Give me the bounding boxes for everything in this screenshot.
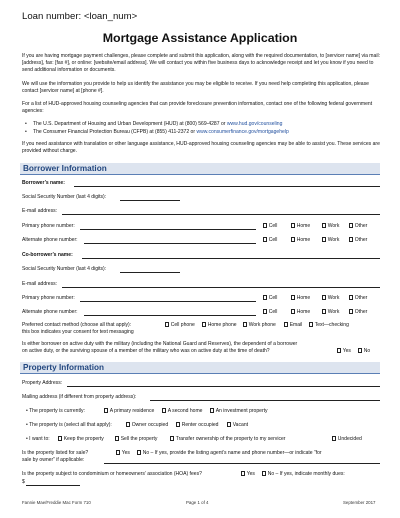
primary-phone-row <box>22 223 380 231</box>
checkbox-icon <box>291 237 295 241</box>
property-status-label: • The property is currently: <box>26 408 85 414</box>
checkbox-icon <box>262 471 266 475</box>
checkbox-icon <box>263 237 267 241</box>
phone-type-label: Home <box>296 237 311 243</box>
coborrower-name-field[interactable] <box>82 258 380 259</box>
checkbox-icon <box>349 295 353 299</box>
checkbox-icon <box>170 436 174 440</box>
coborrower-name-row <box>22 252 380 260</box>
intent-option: Sell the property <box>120 436 158 442</box>
checkbox-icon <box>337 348 341 352</box>
military-question-line2 <box>22 348 380 356</box>
email-label: E-mail address: <box>22 208 58 214</box>
yes-label: Yes <box>121 450 130 456</box>
checkbox-icon <box>263 223 267 227</box>
checkbox-icon <box>137 450 141 454</box>
primary-work-checkbox[interactable] <box>322 223 339 230</box>
co-primary-phone-row <box>22 295 380 303</box>
phone-type-label: Other <box>354 309 368 315</box>
intro-paragraph-4: If you need assistance with translation or other language assistance, HUD-approved housing counseling agencies may be able to assist you. These services are provided without charge. <box>22 141 380 154</box>
bullet-hud-text: The U.S. Department of Housing and Urban Development (HUD) at (800) 569-4287 or <box>33 121 227 127</box>
alternate-other-checkbox[interactable] <box>349 237 367 244</box>
co-email-label: E-mail address: <box>22 281 58 287</box>
listing-agent-row <box>22 457 380 465</box>
occupancy-option: Vacant <box>232 422 249 428</box>
checkbox-icon <box>126 422 130 426</box>
investment-property-checkbox[interactable] <box>210 408 268 415</box>
hoa-no-label: No – If yes, indicate monthly dues: <box>267 471 345 477</box>
phone-type-label: Work <box>327 237 340 243</box>
email-row <box>22 208 380 216</box>
hoa-row <box>22 471 380 479</box>
ssn-field[interactable] <box>120 200 180 201</box>
checkbox-icon <box>349 237 353 241</box>
borrower-section-header <box>20 163 380 175</box>
contact-work-checkbox[interactable] <box>243 322 276 329</box>
co-alternate-phone-field[interactable] <box>84 315 256 316</box>
hud-link[interactable]: www.hud.gov/counseling <box>226 121 283 127</box>
property-status-row <box>26 408 384 416</box>
intro-paragraph-2: We will use the information you provide to help us identify the assistance you may be eligible to receive. If you need help completing this application, please contact [servicer name] at [phone #]. <box>22 81 369 94</box>
phone-type-label: Cell <box>268 223 278 229</box>
hoa-yes-checkbox[interactable] <box>241 471 255 478</box>
borrower-name-field[interactable] <box>74 186 380 187</box>
co-primary-phone-label: Primary phone number: <box>22 295 75 301</box>
military-no-checkbox[interactable] <box>358 348 370 355</box>
property-section-title: Property Information <box>23 363 104 372</box>
checkbox-icon <box>332 436 336 440</box>
checkbox-icon <box>162 408 166 412</box>
second-home-checkbox[interactable] <box>162 408 202 415</box>
checkbox-icon <box>291 309 295 313</box>
listed-question: Is the property listed for sale? <box>22 450 89 456</box>
checkbox-icon <box>116 450 120 454</box>
occupancy-label: • The property is (select all that apply): <box>26 422 112 428</box>
co-ssn-label: Social Security Number (last 4 digits): <box>22 266 107 272</box>
co-email-row <box>22 281 380 289</box>
phone-type-label: Work <box>327 223 340 229</box>
co-alternate-work-checkbox[interactable] <box>322 309 339 316</box>
phone-type-label: Cell <box>268 295 278 301</box>
mailing-address-label: Mailing address (if different from property address): <box>22 394 137 400</box>
primary-other-checkbox[interactable] <box>349 223 367 230</box>
borrower-name-row <box>22 180 380 188</box>
checkbox-icon <box>263 309 267 313</box>
contact-method-option: Text—checking <box>314 322 349 328</box>
checkbox-icon <box>291 223 295 227</box>
military-question-text-1: Is either borrower on active duty with the military (including the National Guard and Reserves), the dependent of a borrower <box>22 341 298 347</box>
property-status-option: A primary residence <box>109 408 155 414</box>
ssn-row <box>22 194 380 202</box>
property-address-label: Property Address: <box>22 380 63 386</box>
primary-cell-checkbox[interactable] <box>263 223 277 230</box>
co-alternate-cell-checkbox[interactable] <box>263 309 277 316</box>
bullet-cfpb-text: The Consumer Financial Protection Bureau (CFPB) at (855) 411-2372 or <box>33 129 197 135</box>
phone-type-label: Other <box>354 223 368 229</box>
intent-option: Keep the property <box>63 436 104 442</box>
hoa-question: Is the property subject to condominium or homeowners’ association (HOA) fees? <box>22 471 202 477</box>
co-email-field[interactable] <box>62 287 380 288</box>
listed-yes-checkbox[interactable] <box>116 450 130 457</box>
property-address-row <box>22 380 380 388</box>
listed-no-checkbox[interactable] <box>137 450 322 457</box>
alternate-home-checkbox[interactable] <box>291 237 310 244</box>
military-question-text-2: on active duty, or the surviving spouse of a member of the military who was on active duty at the time of death? <box>22 348 270 354</box>
property-status-text: The property is currently: <box>29 408 85 414</box>
text-consent-note: this box indicates your consent for text messaging <box>22 329 134 335</box>
property-section-header <box>20 362 380 374</box>
alternate-phone-label: Alternate phone number: <box>22 237 78 243</box>
checkbox-icon <box>322 223 326 227</box>
listing-agent-field[interactable] <box>104 463 380 464</box>
mailing-address-field[interactable] <box>150 400 380 401</box>
phone-type-label: Home <box>296 295 311 301</box>
phone-type-label: Work <box>327 295 340 301</box>
checkbox-icon <box>227 422 231 426</box>
sell-property-checkbox[interactable] <box>115 436 157 443</box>
checkbox-icon <box>291 295 295 299</box>
transfer-ownership-checkbox[interactable] <box>170 436 285 443</box>
contact-method-label: Preferred contact method (choose all that apply): <box>22 322 132 328</box>
checkbox-icon <box>210 408 214 412</box>
phone-type-label: Other <box>354 295 368 301</box>
bullet-hud <box>33 121 282 128</box>
loan-number: Loan number: <loan_num> <box>22 11 138 22</box>
phone-type-label: Other <box>354 237 368 243</box>
checkbox-icon <box>58 436 62 440</box>
footer-page-number: Page 1 of 4 <box>186 500 209 505</box>
keep-property-checkbox[interactable] <box>58 436 104 443</box>
contact-cell-checkbox[interactable] <box>165 322 195 329</box>
occupancy-row <box>26 422 384 430</box>
primary-residence-checkbox[interactable] <box>104 408 154 415</box>
intent-row <box>26 436 384 444</box>
alternate-phone-row <box>22 237 380 245</box>
bullet-cfpb <box>33 129 289 136</box>
footer-date: September 2017 <box>343 500 376 505</box>
checkbox-icon <box>104 408 108 412</box>
phone-type-label: Home <box>296 309 311 315</box>
coborrower-name-label: Co-borrower’s name: <box>22 252 73 258</box>
property-address-field[interactable] <box>67 386 380 387</box>
intro-paragraph-3: For a list of HUD-approved housing counseling agencies that can provide foreclosure prevention information, contact one of the following federal government agencies: <box>22 101 373 114</box>
listed-no-label: No – If yes, provide the listing agent’s name and phone number—or indicate “for <box>142 450 322 456</box>
co-primary-home-checkbox[interactable] <box>291 295 310 302</box>
undecided-checkbox[interactable] <box>332 436 362 443</box>
intent-option: Undecided <box>337 436 362 442</box>
cfpb-link[interactable]: www.consumerfinance.gov/mortgagehelp <box>196 129 289 135</box>
intro-paragraph-1: If you are having mortgage payment challenges, please complete and submit this application, along with the required documentation, to [servicer name] via mail: [address], fax: [fax #], or online: [website/email address]. We will contact you within five business days to acknowledge receipt and let you know if you need to send additional information or documents. <box>22 53 380 73</box>
alternate-cell-checkbox[interactable] <box>263 237 277 244</box>
alternate-phone-field[interactable] <box>84 243 256 244</box>
primary-phone-label: Primary phone number: <box>22 223 75 229</box>
phone-type-label: Cell <box>268 309 278 315</box>
intent-text: I want to: <box>29 436 50 442</box>
yes-label: Yes <box>246 471 255 477</box>
hoa-dues-field[interactable] <box>26 485 80 486</box>
phone-type-label: Work <box>327 309 340 315</box>
borrower-name-label: Borrower’s name: <box>22 180 65 186</box>
co-primary-work-checkbox[interactable] <box>322 295 339 302</box>
co-ssn-field[interactable] <box>120 272 180 273</box>
hoa-dues-row <box>22 479 380 487</box>
checkbox-icon <box>322 295 326 299</box>
checkbox-icon <box>358 348 362 352</box>
checkbox-icon <box>349 309 353 313</box>
page-title: Mortgage Assistance Application <box>102 31 298 45</box>
owner-occupied-checkbox[interactable] <box>126 422 168 429</box>
checkbox-icon <box>349 223 353 227</box>
co-alternate-other-checkbox[interactable] <box>349 309 367 316</box>
footer-form-id: Fannie Mae/Freddie Mac Form 710 <box>22 500 91 505</box>
renter-occupied-checkbox[interactable] <box>176 422 218 429</box>
hoa-no-checkbox[interactable] <box>262 471 345 478</box>
vacant-checkbox[interactable] <box>227 422 248 429</box>
checkbox-icon <box>322 309 326 313</box>
checkbox-icon <box>309 322 313 326</box>
checkbox-icon <box>115 436 119 440</box>
checkbox-icon <box>202 322 206 326</box>
contact-method-option: Email <box>289 322 303 328</box>
property-status-option: A second home <box>167 408 203 414</box>
borrower-section-title: Borrower Information <box>23 164 107 173</box>
co-alternate-phone-label: Alternate phone number: <box>22 309 78 315</box>
ssn-label: Social Security Number (last 4 digits): <box>22 194 107 200</box>
mailing-address-row <box>22 394 380 402</box>
occupancy-option: Owner occupied <box>131 422 169 428</box>
phone-type-label: Cell <box>268 237 278 243</box>
contact-home-checkbox[interactable] <box>202 322 237 329</box>
no-label: No <box>363 348 371 354</box>
co-alternate-phone-row <box>22 309 380 317</box>
alternate-work-checkbox[interactable] <box>322 237 339 244</box>
primary-phone-field[interactable] <box>80 229 256 230</box>
checkbox-icon <box>284 322 288 326</box>
listing-agent-label: sale by owner” if applicable: <box>22 457 85 463</box>
contact-method-option: Cell phone <box>170 322 195 328</box>
intent-label: • I want to: <box>26 436 50 442</box>
checkbox-icon <box>241 471 245 475</box>
email-field[interactable] <box>62 214 380 215</box>
contact-text-checkbox[interactable] <box>309 322 349 329</box>
co-alternate-home-checkbox[interactable] <box>291 309 310 316</box>
military-yes-checkbox[interactable] <box>337 348 351 355</box>
checkbox-icon <box>322 237 326 241</box>
contact-method-consent <box>22 329 380 337</box>
contact-method-option: Work phone <box>248 322 276 328</box>
primary-home-checkbox[interactable] <box>291 223 310 230</box>
checkbox-icon <box>165 322 169 326</box>
contact-email-checkbox[interactable] <box>284 322 302 329</box>
dollar-sign: $ <box>22 479 25 485</box>
intent-option: Transfer ownership of the property to my servicer <box>175 436 286 442</box>
occupancy-option: Renter occupied <box>181 422 219 428</box>
contact-method-option: Home phone <box>207 322 237 328</box>
phone-type-label: Home <box>296 223 311 229</box>
checkbox-icon <box>176 422 180 426</box>
co-primary-cell-checkbox[interactable] <box>263 295 277 302</box>
co-primary-other-checkbox[interactable] <box>349 295 367 302</box>
property-status-option: An investment property <box>215 408 268 414</box>
yes-label: Yes <box>342 348 351 354</box>
checkbox-icon <box>263 295 267 299</box>
co-primary-phone-field[interactable] <box>80 301 256 302</box>
occupancy-text: The property is (select all that apply): <box>29 422 112 428</box>
checkbox-icon <box>243 322 247 326</box>
co-ssn-row <box>22 266 380 274</box>
